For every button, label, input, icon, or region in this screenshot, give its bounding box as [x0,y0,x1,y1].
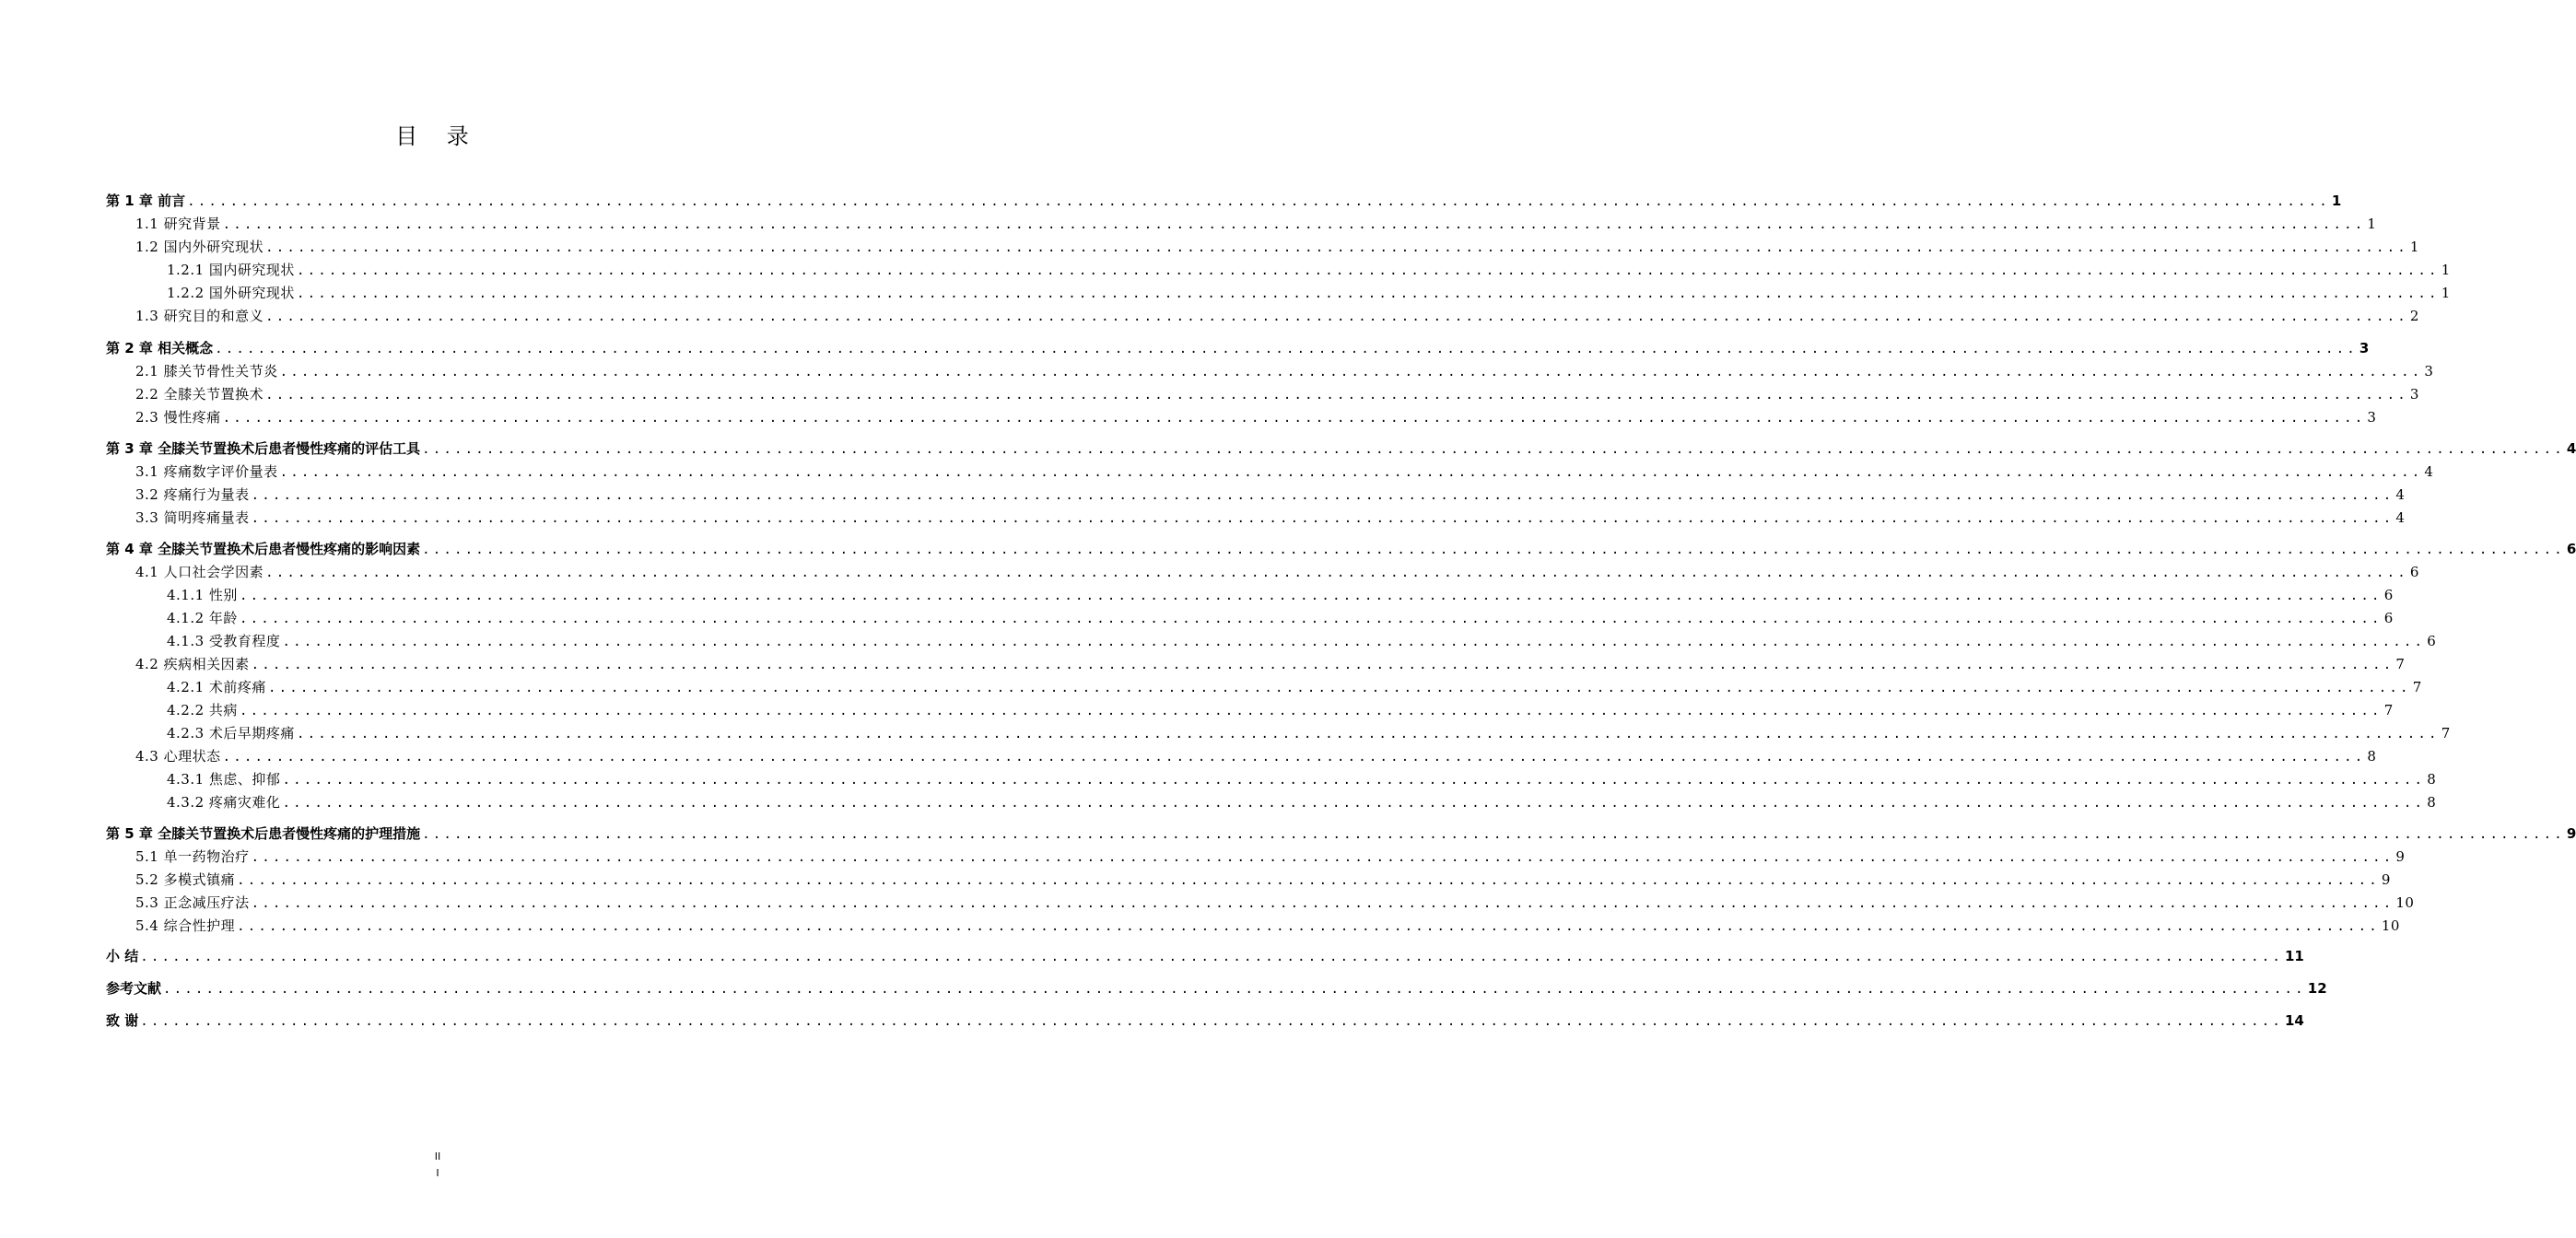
page-number-roman-secondary: I [436,1167,439,1179]
toc-entry-label: 4.3.2 疼痛灾难化 [167,794,281,811]
toc-entry-page-number: 11 [2284,948,2304,964]
toc-leader-dots: ........................................................................................................................................................................................................ [296,263,2440,278]
toc-leader-dots: ........................................................................................................................................................................................................ [222,750,2366,765]
toc-leader-dots: ........................................................................................................................................................................................................ [282,773,2426,788]
toc-entry[interactable] [135,844,2406,866]
toc-entry-page-number: 6 [2383,587,2394,603]
toc-leader-dots: ........................................................................................................................................................................................................ [239,589,2383,603]
toc-entry[interactable] [106,335,2370,357]
toc-entry[interactable] [135,505,2406,527]
toc-entry-page-number: 4 [2395,509,2406,526]
page-title: 目 录 [395,123,480,149]
toc-entry-label: 4.1.1 性别 [167,587,238,603]
toc-leader-dots: ........................................................................................................................................................................................................ [422,442,2565,457]
toc-entry[interactable] [135,559,2419,581]
toc-entry-page-number: 7 [2395,656,2406,672]
toc-entry-label: 1.3 研究目的和意义 [135,308,264,324]
toc-leader-dots: ........................................................................................................................................................................................................ [215,342,2358,356]
toc-entry-label: 1.2 国内外研究现状 [135,239,264,255]
toc-entry-page-number: 3 [2359,340,2370,356]
toc-entry-label: 3.2 疼痛行为量表 [135,486,250,503]
toc-leader-dots: ........................................................................................................................................................................................................ [163,982,2306,997]
toc-entry-label: 4.3.1 焦虑、抑郁 [167,771,281,788]
toc-entry[interactable] [106,188,2342,210]
toc-entry[interactable] [106,436,2576,458]
toc-leader-dots: ........................................................................................................................................................................................................ [422,827,2565,842]
toc-entry[interactable] [135,482,2406,504]
toc-entry-page-number: 6 [2566,541,2576,557]
toc-entry[interactable] [167,628,2437,650]
toc-leader-dots: ........................................................................................................................................................................................................ [239,704,2383,718]
toc-entry-page-number: 2 [2409,308,2419,324]
toc-entry[interactable] [135,404,2377,426]
toc-entry[interactable] [106,1008,2304,1030]
toc-leader-dots: ........................................................................................................................................................................................................ [251,511,2395,526]
toc-entry[interactable] [135,211,2377,233]
toc-entry-label: 3.3 简明疼痛量表 [135,509,250,526]
toc-entry-label: 2.3 慢性疼痛 [135,409,221,426]
toc-entry[interactable] [167,789,2437,812]
toc-entry-label: 参考文献 [106,980,162,997]
toc-entry-label: 第 2 章 相关概念 [106,340,214,356]
toc-entry-page-number: 1 [2331,193,2342,209]
toc-entry-label: 第 5 章 全膝关节置换术后患者慢性疼痛的护理措施 [106,825,421,842]
toc-entry[interactable] [167,720,2451,742]
toc-entry-label: 5.2 多模式镇痛 [135,871,236,888]
toc-entry-page-number: 8 [2427,771,2437,788]
toc-entry-page-number: 9 [2395,848,2406,865]
toc-leader-dots: ........................................................................................................................................................................................................ [222,217,2366,232]
toc-entry-page-number: 10 [2381,917,2400,934]
toc-entry-label: 4.3 心理状态 [135,748,221,765]
toc-entry-label: 4.2 疾病相关因素 [135,656,250,672]
toc-leader-dots: ........................................................................................................................................................................................................ [265,240,2408,255]
toc-entry-label: 4.1.3 受教育程度 [167,633,281,649]
toc-entry-label: 1.1 研究背景 [135,216,221,232]
toc-entry-label: 4.2.2 共病 [167,702,238,718]
toc-entry[interactable] [167,280,2451,302]
toc-entry-label: 1.2.1 国内研究现状 [167,262,295,278]
toc-entry-page-number: 4 [2424,463,2434,480]
toc-entry-page-number: 9 [2566,825,2576,842]
toc-entry-label: 5.3 正念减压疗法 [135,894,250,911]
toc-entry-label: 致 谢 [106,1012,139,1029]
toc-entry-page-number: 8 [2367,748,2377,765]
toc-entry-page-number: 3 [2367,409,2377,426]
toc-entry[interactable] [135,651,2406,673]
toc-entry-label: 小 结 [106,948,139,964]
toc-leader-dots: ........................................................................................................................................................................................................ [140,950,2283,964]
toc-entry[interactable] [106,975,2327,998]
toc-leader-dots: ........................................................................................................................................................................................................ [265,388,2408,403]
toc-entry[interactable] [135,381,2419,403]
toc-entry-page-number: 6 [2409,564,2419,580]
toc-leader-dots: ........................................................................................................................................................................................................ [265,566,2408,580]
toc-entry-label: 3.1 疼痛数字评价量表 [135,463,278,480]
toc-leader-dots: ........................................................................................................................................................................................................ [187,194,2330,209]
page-number-roman: II [434,1150,441,1162]
toc-entry-label: 4.1 人口社会学因素 [135,564,264,580]
toc-entry-label: 4.2.1 术前疼痛 [167,679,266,695]
toc-entry[interactable] [135,234,2419,256]
toc-entry-page-number: 1 [2441,262,2451,278]
toc-leader-dots: ........................................................................................................................................................................................................ [282,796,2426,811]
toc-entry-page-number: 4 [2395,486,2406,503]
toc-leader-dots: ........................................................................................................................................................................................................ [279,465,2423,480]
toc-leader-dots: ........................................................................................................................................................................................................ [265,310,2408,324]
toc-entry[interactable] [106,821,2576,843]
toc-entry-page-number: 3 [2424,363,2434,380]
toc-entry-page-number: 12 [2307,980,2327,997]
toc-entry[interactable] [167,697,2394,719]
toc-entry[interactable] [135,913,2400,935]
toc-entry-page-number: 4 [2566,440,2576,457]
toc-leader-dots: ........................................................................................................................................................................................................ [251,658,2395,672]
toc-entry-page-number: 1 [2367,216,2377,232]
toc-entry-label: 2.1 膝关节骨性关节炎 [135,363,278,380]
toc-leader-dots: ........................................................................................................................................................................................................ [279,365,2423,380]
toc-entry-page-number: 7 [2383,702,2394,718]
toc-leader-dots: ........................................................................................................................................................................................................ [237,919,2380,934]
toc-entry[interactable] [167,605,2394,627]
toc-entry-page-number: 9 [2381,871,2391,888]
toc-entry[interactable] [167,582,2394,604]
toc-entry[interactable] [135,303,2419,325]
toc-entry-label: 5.4 综合性护理 [135,917,236,934]
toc-entry-page-number: 1 [2441,285,2451,301]
toc-leader-dots: ........................................................................................................................................................................................................ [222,411,2366,426]
toc-entry[interactable] [135,867,2391,889]
toc-entry-label: 1.2.2 国外研究现状 [167,285,295,301]
toc-leader-dots: ........................................................................................................................................................................................................ [267,681,2411,695]
toc-entry-page-number: 6 [2427,633,2437,649]
toc-entry[interactable] [167,257,2451,279]
toc-entry-page-number: 7 [2412,679,2422,695]
toc-entry[interactable] [106,536,2576,558]
toc-entry-label: 2.2 全膝关节置换术 [135,386,264,403]
toc-entry-label: 4.2.3 术后早期疼痛 [167,725,295,742]
toc-entry-label: 第 3 章 全膝关节置换术后患者慢性疼痛的评估工具 [106,440,421,457]
toc-entry-page-number: 3 [2409,386,2419,403]
toc-entry-page-number: 14 [2284,1012,2304,1029]
toc-leader-dots: ........................................................................................................................................................................................................ [140,1014,2283,1029]
toc-leader-dots: ........................................................................................................................................................................................................ [296,286,2440,301]
toc-leader-dots: ........................................................................................................................................................................................................ [251,896,2395,911]
toc-leader-dots: ........................................................................................................................................................................................................ [237,873,2380,888]
toc-entry[interactable] [135,358,2434,380]
toc-entry-page-number: 6 [2383,610,2394,626]
toc-entry[interactable] [135,890,2415,912]
toc-entry-label: 5.1 单一药物治疗 [135,848,250,865]
toc-entry[interactable] [167,766,2437,788]
toc-leader-dots: ........................................................................................................................................................................................................ [251,488,2395,503]
toc-entry[interactable] [135,743,2377,765]
toc-entry-label: 4.1.2 年龄 [167,610,238,626]
toc-entry-label: 第 1 章 前言 [106,193,186,209]
toc-entry[interactable] [167,674,2422,696]
toc-entry[interactable] [106,943,2304,965]
toc-entry-page-number: 1 [2409,239,2419,255]
toc-leader-dots: ........................................................................................................................................................................................................ [282,635,2426,649]
toc-leader-dots: ........................................................................................................................................................................................................ [422,543,2565,557]
toc-entry-page-number: 10 [2395,894,2415,911]
toc-entry-page-number: 7 [2441,725,2451,742]
toc-entry-page-number: 8 [2427,794,2437,811]
toc-entry-label: 第 4 章 全膝关节置换术后患者慢性疼痛的影响因素 [106,541,421,557]
toc-leader-dots: ........................................................................................................................................................................................................ [296,727,2440,742]
toc-entry[interactable] [135,459,2434,481]
toc-leader-dots: ........................................................................................................................................................................................................ [251,850,2395,865]
toc-leader-dots: ........................................................................................................................................................................................................ [239,612,2383,626]
